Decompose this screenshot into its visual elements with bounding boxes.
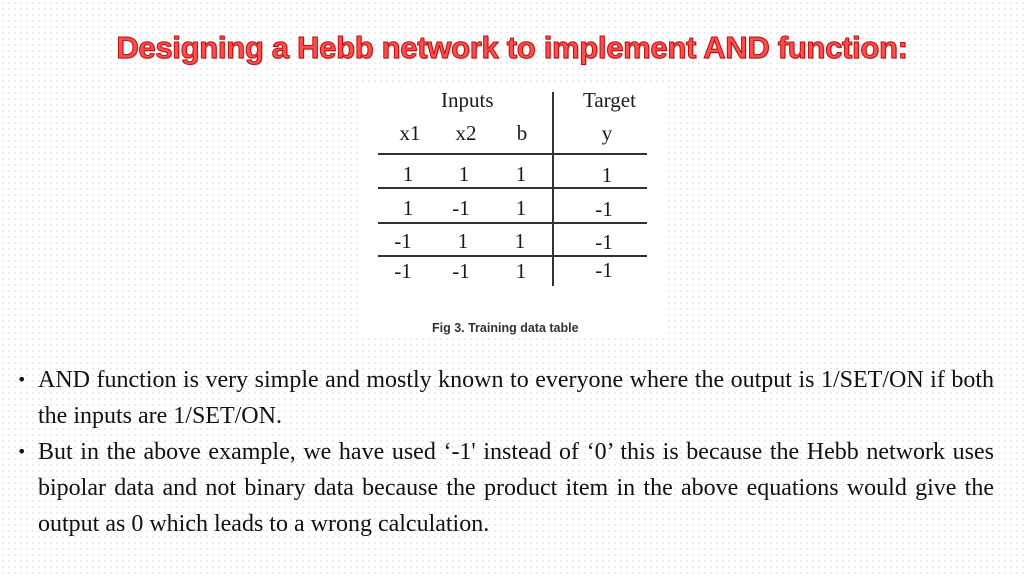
- table-cell: 1: [402, 162, 414, 186]
- column-header-b: b: [516, 121, 528, 145]
- table-cell: -1: [595, 230, 613, 254]
- column-header-x2: x2: [455, 121, 477, 145]
- bullet-dot-icon: •: [17, 370, 27, 389]
- training-data-figure: [362, 84, 665, 336]
- table-row-rule: [378, 222, 647, 224]
- table-cell: 1: [457, 229, 469, 253]
- column-header-y: y: [601, 121, 613, 145]
- table-column-divider: [552, 92, 554, 286]
- table-cell: -1: [394, 229, 412, 253]
- table-cell: 1: [515, 259, 527, 283]
- table-cell: 1: [515, 196, 527, 220]
- inputs-header: Inputs: [441, 88, 494, 112]
- bullet-list: [0, 362, 1024, 542]
- table-cell: 1: [458, 162, 470, 186]
- table-cell: -1: [595, 258, 613, 282]
- table-cell: -1: [452, 259, 470, 283]
- bullet-item: [17, 362, 994, 434]
- table-cell: -1: [394, 259, 412, 283]
- slide-title: Designing a Hebb network to implement AND function:: [116, 30, 908, 65]
- table-cell: 1: [601, 163, 613, 187]
- table-row-rule: [378, 187, 647, 189]
- bullet-text: AND function is very simple and mostly known to everyone where the output is 1/SET/ON if both the inputs are 1/SET/ON.: [38, 367, 994, 429]
- bullet-dot-icon: •: [17, 442, 27, 461]
- bullet-item: [17, 434, 994, 542]
- table-row-rule: [378, 255, 647, 257]
- table-cell: 1: [514, 229, 526, 253]
- column-header-x1: x1: [399, 121, 421, 145]
- table-cell: -1: [452, 196, 470, 220]
- figure-caption: Fig 3. Training data table: [432, 321, 579, 335]
- bullet-text: But in the above example, we have used ‘-1' instead of ‘0’ this is because the Hebb network uses bipolar data and not binary data because the product item in the above equations would give the output as 0 which leads to a wrong calculation.: [38, 439, 994, 537]
- table-cell: 1: [402, 196, 414, 220]
- table-header-rule: [378, 153, 647, 155]
- target-header: Target: [583, 88, 636, 112]
- table-cell: 1: [515, 162, 527, 186]
- table-cell: -1: [595, 197, 613, 221]
